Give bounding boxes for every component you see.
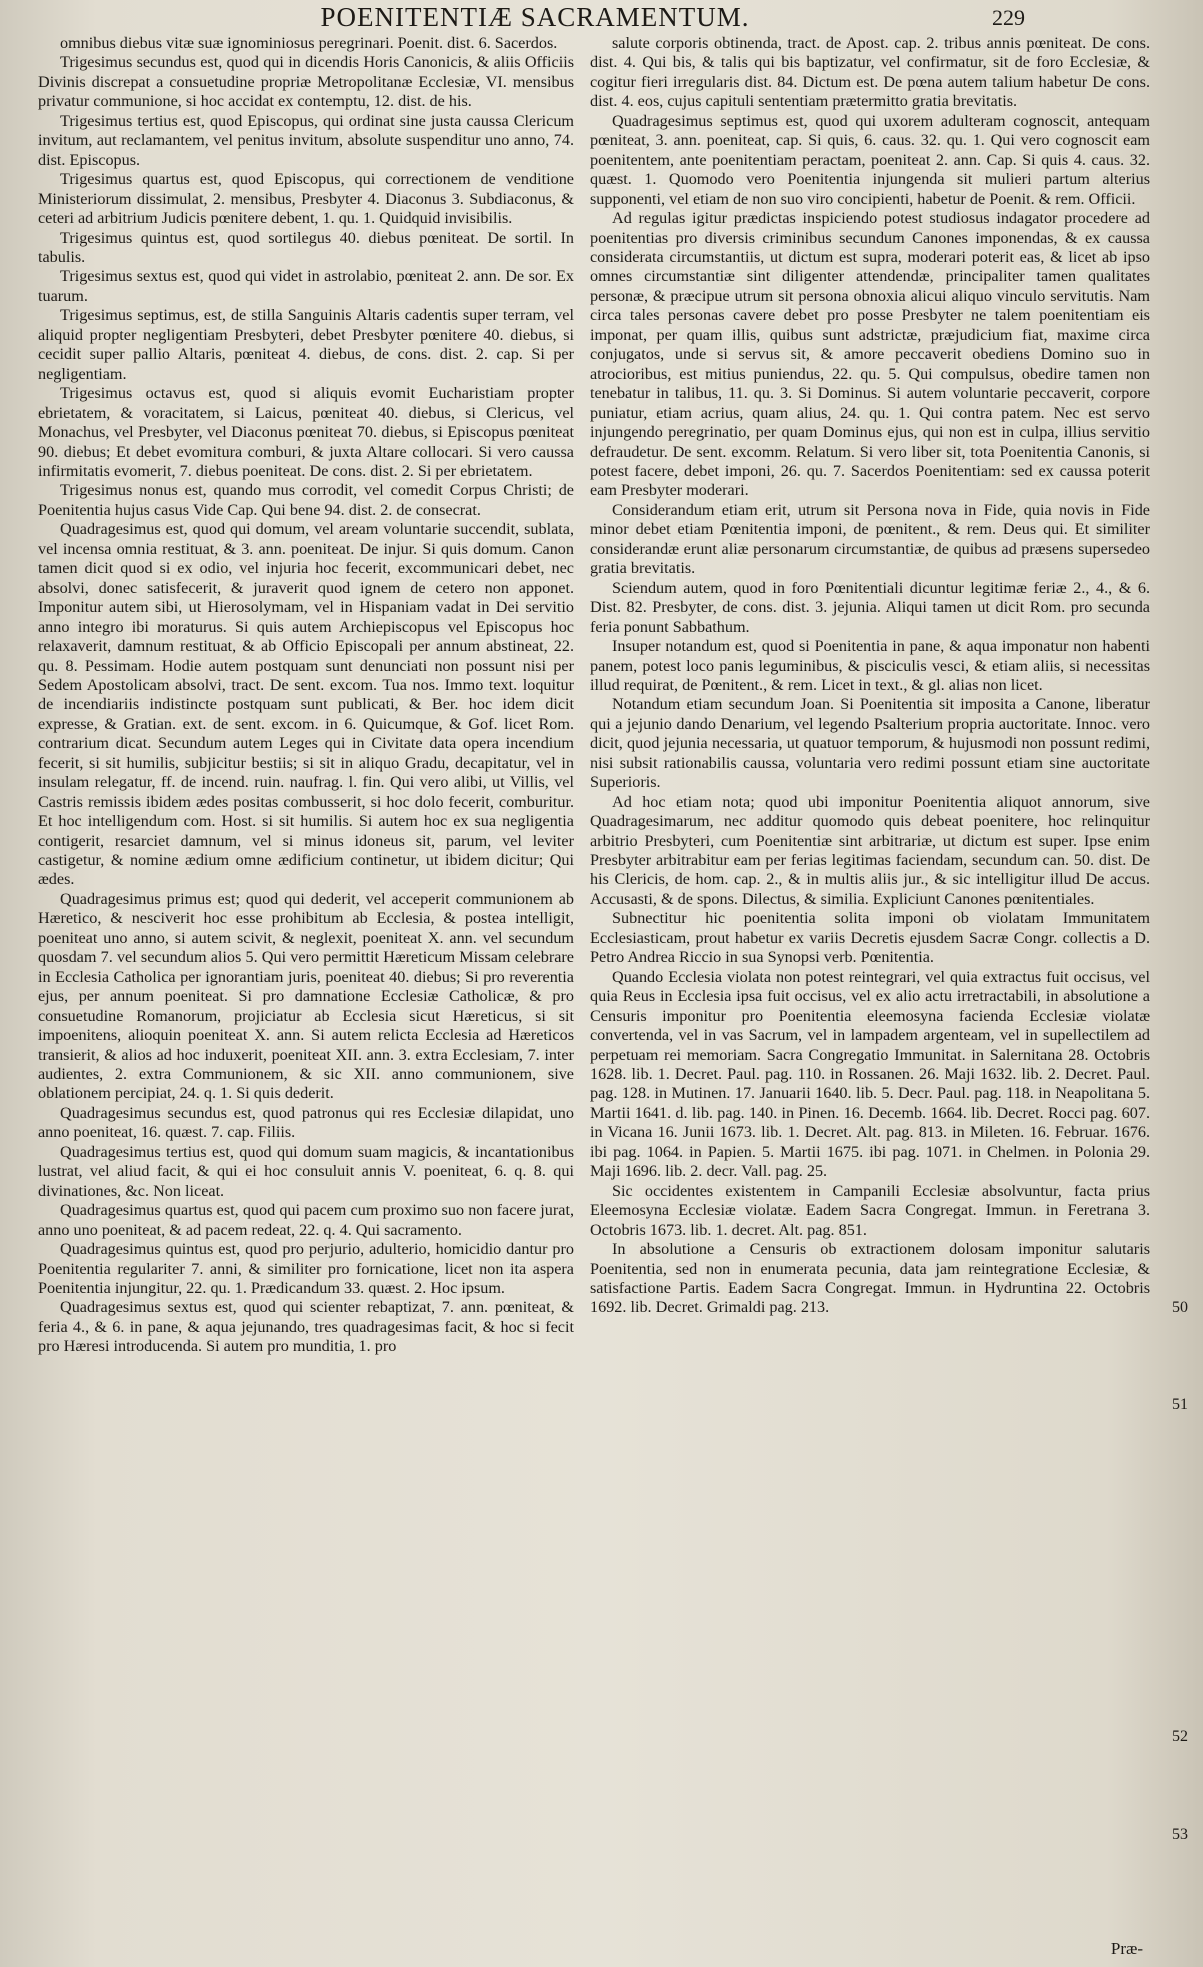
catchword: Præ-: [1110, 1939, 1143, 1958]
margin-number: 50: [1172, 1299, 1188, 1316]
page-header: [0, 2, 1203, 32]
paragraph: Quadragesimus est, quod qui domum, vel aream voluntarie succendit, sublata, vel incensa omnia restituat, & 3. ann. poeniteat. De injur. Si quis domum. Canon tamen dicit quod si ex odio, vel injuria hoc fecerit, excommunicari debet, nec absolvi, donec satisfecerit, & juraverit quod ignem de cetero non apponet. Imponitur autem sibi, ut Hierosolymam, vel in Hispaniam vadat in Dei servitio anno integro ibi moraturus. Si quis autem Archiepiscopus vel Episcopus hoc relaxaverit, damnum restituat, & ab Officio Episcopali per annum abstineat, 22. qu. 8. Pessimam. Hodie autem postquam sunt denunciati non possunt nisi per Sedem Apostolicam absolvi, tract. De sent. excom. Tua nos. Immo text. loquitur de incendiariis indistincte postquam sunt publicati, & Ber. hoc idem dicit expresse, & Gratian. ext. de sent. excom. in 6. Quicumque, & Gof. licet Rom. contrarium dicat. Secundum autem Leges qui in Civitate data opera incendium fecerit, si sit humilis, subjicitur bestiis; si sit in aliquo Gradu, decapitatur, vel in insulam relegatur, ff. de incend. ruin. naufrag. l. fin. Qui vero alibi, ut Villis, vel Castris remissis ibidem ædes positas combusserit, si hoc dolo fecerit, comburitur. Et hoc intelligendum com. Host. si sit humilis. Si autem hoc ex sua negligentia contigerit, resarciet damnum, vel si minus idoneus sit, parum, vel leviter castigetur, & nomine ædium omne ædificium continetur, ut ibidem dicitur; Qui ædes.: [38, 520, 574, 889]
paragraph: Quadragesimus septimus est, quod qui uxorem adulteram cognoscit, antequam pœniteat, 3. ann. poeniteat, cap. Si quis, 6. caus. 32. qu. 1. Qui vero cognoscit eam poenitentem, ante poenitentiam peractam, poeniteat 2. ann. Cap. Si quis 4. caus. 32. quæst. 1. Quomodo vero Poenitentia injungenda sit mulieri partum alterius supponenti, vel etiam de non suo viro concipienti, habetur de Poenit. & rem. Officii.: [590, 111, 1150, 208]
paragraph: Considerandum etiam erit, utrum sit Persona nova in Fide, quia novis in Fide minor debet etiam Pœnitentia imponi, de pœnitent., & rem. Deus qui. Et similiter considerandæ erunt aliæ personarum circumstantiæ, de quibus ad præsens supersedeo gratia brevitatis.: [590, 500, 1150, 578]
paragraph: Ad hoc etiam nota; quod ubi imponitur Poenitentia aliquot annorum, sive Quadragesimarum, nec additur quomodo quis debeat poenitere, hoc relinquitur arbitrio Presbyteri, cum Poenitentiæ sint arbitrariæ, ut dictum est super. Ipse enim Presbyter arbitrabitur eam per ferias legitimas faciendam, secundum can. 50. dist. De his Clericis, de hom. cap. 2., & in multis aliis jur., & sic intelligitur illud De accus. Accusasti, & de spons. Dilectus, & similia. Expliciunt Canones pœnitentiales.: [590, 792, 1150, 908]
running-title: POENITENTIÆ SACRAMENTUM.: [320, 2, 750, 32]
paragraph: Quadragesimus quintus est, quod pro perjurio, adulterio, homicidio dantur pro Poenitentia regulariter 7. anni, & similiter pro fornicatione, licet non ita aspera Poenitentia injungitur, 22. qu. 1. Prædicandum 33. quæst. 2. Hoc ipsum.: [38, 1240, 574, 1297]
margin-number: 51: [1172, 1396, 1188, 1413]
margin-number: 53: [1172, 1826, 1188, 1843]
right-column: [590, 34, 1150, 1957]
paragraph: Subnectitur hic poenitentia solita imponi ob violatam Immunitatem Ecclesiasticam, prout habetur ex variis Decretis ejusdem Sacræ Congr. collectis a D. Petro Andrea Riccio in sua Synopsi verb. Pœnitentia.: [590, 909, 1150, 967]
paragraph: Quadragesimus tertius est, quod qui domum suam magicis, & incantationibus lustrat, vel aliud facit, & qui ei hoc consuluit annis V. poeniteat, 6. q. 8. qui divinationes, &c. Non liceat.: [38, 1142, 574, 1200]
paragraph: Trigesimus septimus, est, de stilla Sanguinis Altaris cadentis super terram, vel aliquid propter negligentiam Presbyteri, debet Presbyter pœnitere 40. diebus, si cecidit super pallio Altaris, pœniteat 4. diebus, de cons. dist. 2. cap. Si per negligentiam.: [38, 306, 574, 383]
paragraph: Trigesimus secundus est, quod qui in dicendis Horis Canonicis, & aliis Officiis Divinis discrepat a consuetudine propriæ Metropolitanæ Ecclesiæ, VI. mensibus privatur communione, si hoc accidat ex contemptu, 12. dist. de his.: [38, 53, 574, 111]
left-column: [38, 34, 574, 1957]
paragraph: Trigesimus nonus est, quando mus corrodit, vel comedit Corpus Christi; de Poenitentia hujus casus Vide Cap. Qui bene 94. dist. 2. de consecrat.: [38, 481, 574, 519]
paragraph: Trigesimus octavus est, quod si aliquis evomit Eucharistiam propter ebrietatem, & voracitatem, si Laicus, pœniteat 40. diebus, si Clericus, vel Monachus, vel Presbyter, vel Diaconus pœniteat 70. diebus, si Episcopus pœniteat 90. diebus; Et debet evomitura comburi, & juxta Altare collocari. Si vero caussa infirmitatis evomerit, 7. diebus poeniteat. De cons. dist. 2. Si per ebrietatem.: [38, 384, 574, 480]
page-number: 229: [992, 5, 1025, 30]
paragraph: Trigesimus sextus est, quod qui videt in astrolabio, pœniteat 2. ann. De sor. Ex tuarum.: [38, 267, 574, 305]
paragraph: omnibus diebus vitæ suæ ignominiosus peregrinari. Poenit. dist. 6. Sacerdos.: [60, 34, 558, 52]
paragraph: Sic occidentes existentem in Campanili Ecclesiæ absolvuntur, facta prius Eleemosyna Ecclesiæ violatæ. Eadem Sacra Congregat. Immun. in Feretrana 3. Octobris 1673. lib. 1. decret. Alt. pag. 851.: [590, 1181, 1150, 1239]
paragraph: Quadragesimus secundus est, quod patronus qui res Ecclesiæ dilapidat, uno anno poeniteat, 16. quæst. 7. cap. Filiis.: [38, 1103, 574, 1142]
paragraph: Insuper notandum est, quod si Poenitentia in pane, & aqua imponatur non habenti panem, potest loco panis leguminibus, & pisciculis vesci, & etiam aliis, si necessitas illud requirat, de Pœnitent., & rem. Licet in text., & gl. alias non licet.: [590, 637, 1150, 694]
paragraph: Notandum etiam secundum Joan. Si Poenitentia sit imposita a Canone, liberatur qui a jejunio dando Denarium, vel legendo Psalterium propria auctoritate. Innoc. vero dicit, quod jejunia necessaria, ut quatuor temporum, & hujusmodi non possunt redimi, nisi subsit rationabilis caussa, voluntaria vero redimi possunt etiam sine auctoritate Superioris.: [590, 695, 1150, 792]
paragraph: Quadragesimus primus est; quod qui dederit, vel acceperit communionem ab Hæretico, & nesciverit hoc esse prohibitum ab Ecclesia, & postea intelligit, poeniteat uno anno, si autem scivit, & neglexit, poeniteat X. ann. vel secundum quosdam 7. vel secundum alios 5. Qui vero permittit Hæreticum Missam celebrare in Ecclesia Catholica per ignorantiam juris, poeniteat 40. diebus; Si pro reverentia ejus, per annum poeniteat. Si pro damnatione Ecclesiæ Catholicæ, & pro consuetudine Romanorum, projiciatur ab Ecclesia sicut Hæreticus, si sit impoenitens, alioquin poeniteat X. ann. Si autem relicta Ecclesia ad Hæreticos transierit, & alios ad hoc induxerit, poeniteat XII. ann. 3. extra Ecclesiam, 7. inter audientes, 2. extra Communionem, & sic XII. anno communionem, sive oblationem percipiat, 24. q. 1. Si quis dederit.: [38, 889, 574, 1103]
paragraph: Sciendum autem, quod in foro Pœnitentiali dicuntur legitimæ feriæ 2., 4., & 6. Dist. 82. Presbyter, de cons. dist. 3. jejunia. Aliqui tamen ut dicit Rom. pro secunda feria ponunt Sabbathum.: [590, 578, 1150, 636]
paragraph: Quadragesimus sextus est, quod qui scienter rebaptizat, 7. ann. pœniteat, & feria 4., & 6. in pane, & aqua jejunando, tres quadragesimas facit, & hoc si fecit pro Hæresi introducenda. Si autem pro munditia, 1. pro: [38, 1298, 574, 1356]
paragraph: Quando Ecclesia violata non potest reintegrari, vel quia extractus fuit occisus, vel quia Reus in Ecclesia ipsa fuit occisus, vel ex alio actu irretractabili, in absolutione a Censuris imponitur pro Poenitentia eleemosyna facienda Ecclesiæ violatæ convertenda, vel in vas Sacrum, vel in lampadem argenteam, vel in supellectilem ad perpetuam rei memoriam. Sacra Congregatio Immunitat. in Salernitana 28. Octobris 1628. lib. 1. Decret. Paul. pag. 110. in Rossanen. 26. Maji 1632. lib. 2. Decret. Paul. pag. 128. in Mutinen. 17. Januarii 1640. lib. 5. Decr. Paul. pag. 118. in Neapolitana 5. Martii 1641. d. lib. pag. 140. in Pinen. 16. Decemb. 1664. lib. Decret. Rocci pag. 607. in Vicana 16. Junii 1673. lib. 1. Decret. Alt. pag. 813. in Mileten. 16. Februar. 1676. ibi pag. 1064. in Papien. 5. Martii 1675. ibi pag. 1071. in Chelmen. in Polonia 29. Maji 1696. lib. 2. decr. Vall. pag. 25.: [590, 967, 1150, 1181]
paragraph: In absolutione a Censuris ob extractionem dolosam imponitur salutaris Poenitentia, sed non in enumerata pecunia, data jam reintegratione Ecclesiæ, & satisfactione Partis. Eadem Sacra Congregat. Immun. in Hydruntina 22. Octobris 1692. lib. Decret. Grimaldi pag. 213.: [590, 1240, 1150, 1317]
paragraph: Quadragesimus quartus est, quod qui pacem cum proximo suo non facere jurat, anno uno poeniteat, & ad pacem redeat, 22. q. 4. Qui sacramento.: [38, 1201, 574, 1239]
margin-number: 52: [1172, 1728, 1188, 1745]
paragraph: Ad regulas igitur prædictas inspiciendo potest studiosus indagator procedere ad poenitentias pro diversis criminibus secundum Canones imponendas, & ex caussa considerata circumstantiis, ut dictum est supra, moderari poterit eas, & licet ab ipso omnes circumstantiæ sint diligenter attendendæ, principaliter tamen qualitates personæ, & præcipue utrum sit persona obnoxia alicui aliquo vinculo servitutis. Nam circa tales personas cavere debet pro posse Presbyter ne talem poenitentiam eis imponat, per quam illis, quibus sunt adstrictæ, præjudicium fiat, maxime circa conjugatos, unde si servus sit, & amore peccaverit obediens Domino suo in atrocioribus, est mitius puniendus, 22. qu. 5. Qui compulsus, obedire tamen non tenebatur in talibus, 11. qu. 3. Si Dominus. Si autem voluntarie peccaverit, corpore puniatur, etiam acrius, quam alius, 24. qu. 1. Qui contra patem. Nec est servo injungendo peregrinatio, per quam Dominus ejus, qui non est in culpa, illius servitio defraudetur. De sent. excomm. Relatum. Si vero liber sit, tota Poenitentia Canonis, si potest facere, debet imponi, 26. qu. 7. Sacerdos Poenitentiam: sed ex caussa poterit eam Presbyter moderari.: [590, 209, 1150, 500]
paragraph: Trigesimus quartus est, quod Episcopus, qui correctionem de venditione Ministeriorum dissimulat, 2. mensibus, Presbyter 4. Diaconus 3. Subdiaconus, & ceteri ad arbitrium Judicis pœnitere debent, 1. qu. 1. Quidquid invisibilis.: [38, 170, 574, 228]
paragraph: salute corporis obtinenda, tract. de Apost. cap. 2. tribus annis pœniteat. De cons. dist. 4. Qui bis, & talis qui bis baptizatur, vel confirmatur, sit de foro Ecclesiæ, & cogitur fieri irregularis dist. 84. Dictum est. De pœna autem talium habetur De cons. dist. 4. eos, cujus capituli sententiam prætermitto gratia brevitatis.: [590, 34, 1150, 111]
paragraph: Trigesimus quintus est, quod sortilegus 40. diebus pœniteat. De sortil. In tabulis.: [38, 228, 574, 266]
paragraph: Trigesimus tertius est, quod Episcopus, qui ordinat sine justa caussa Clericum invitum, aut reclamantem, vel penitus invitum, absolute suspenditur uno anno, 74. dist. Episcopus.: [38, 111, 574, 169]
